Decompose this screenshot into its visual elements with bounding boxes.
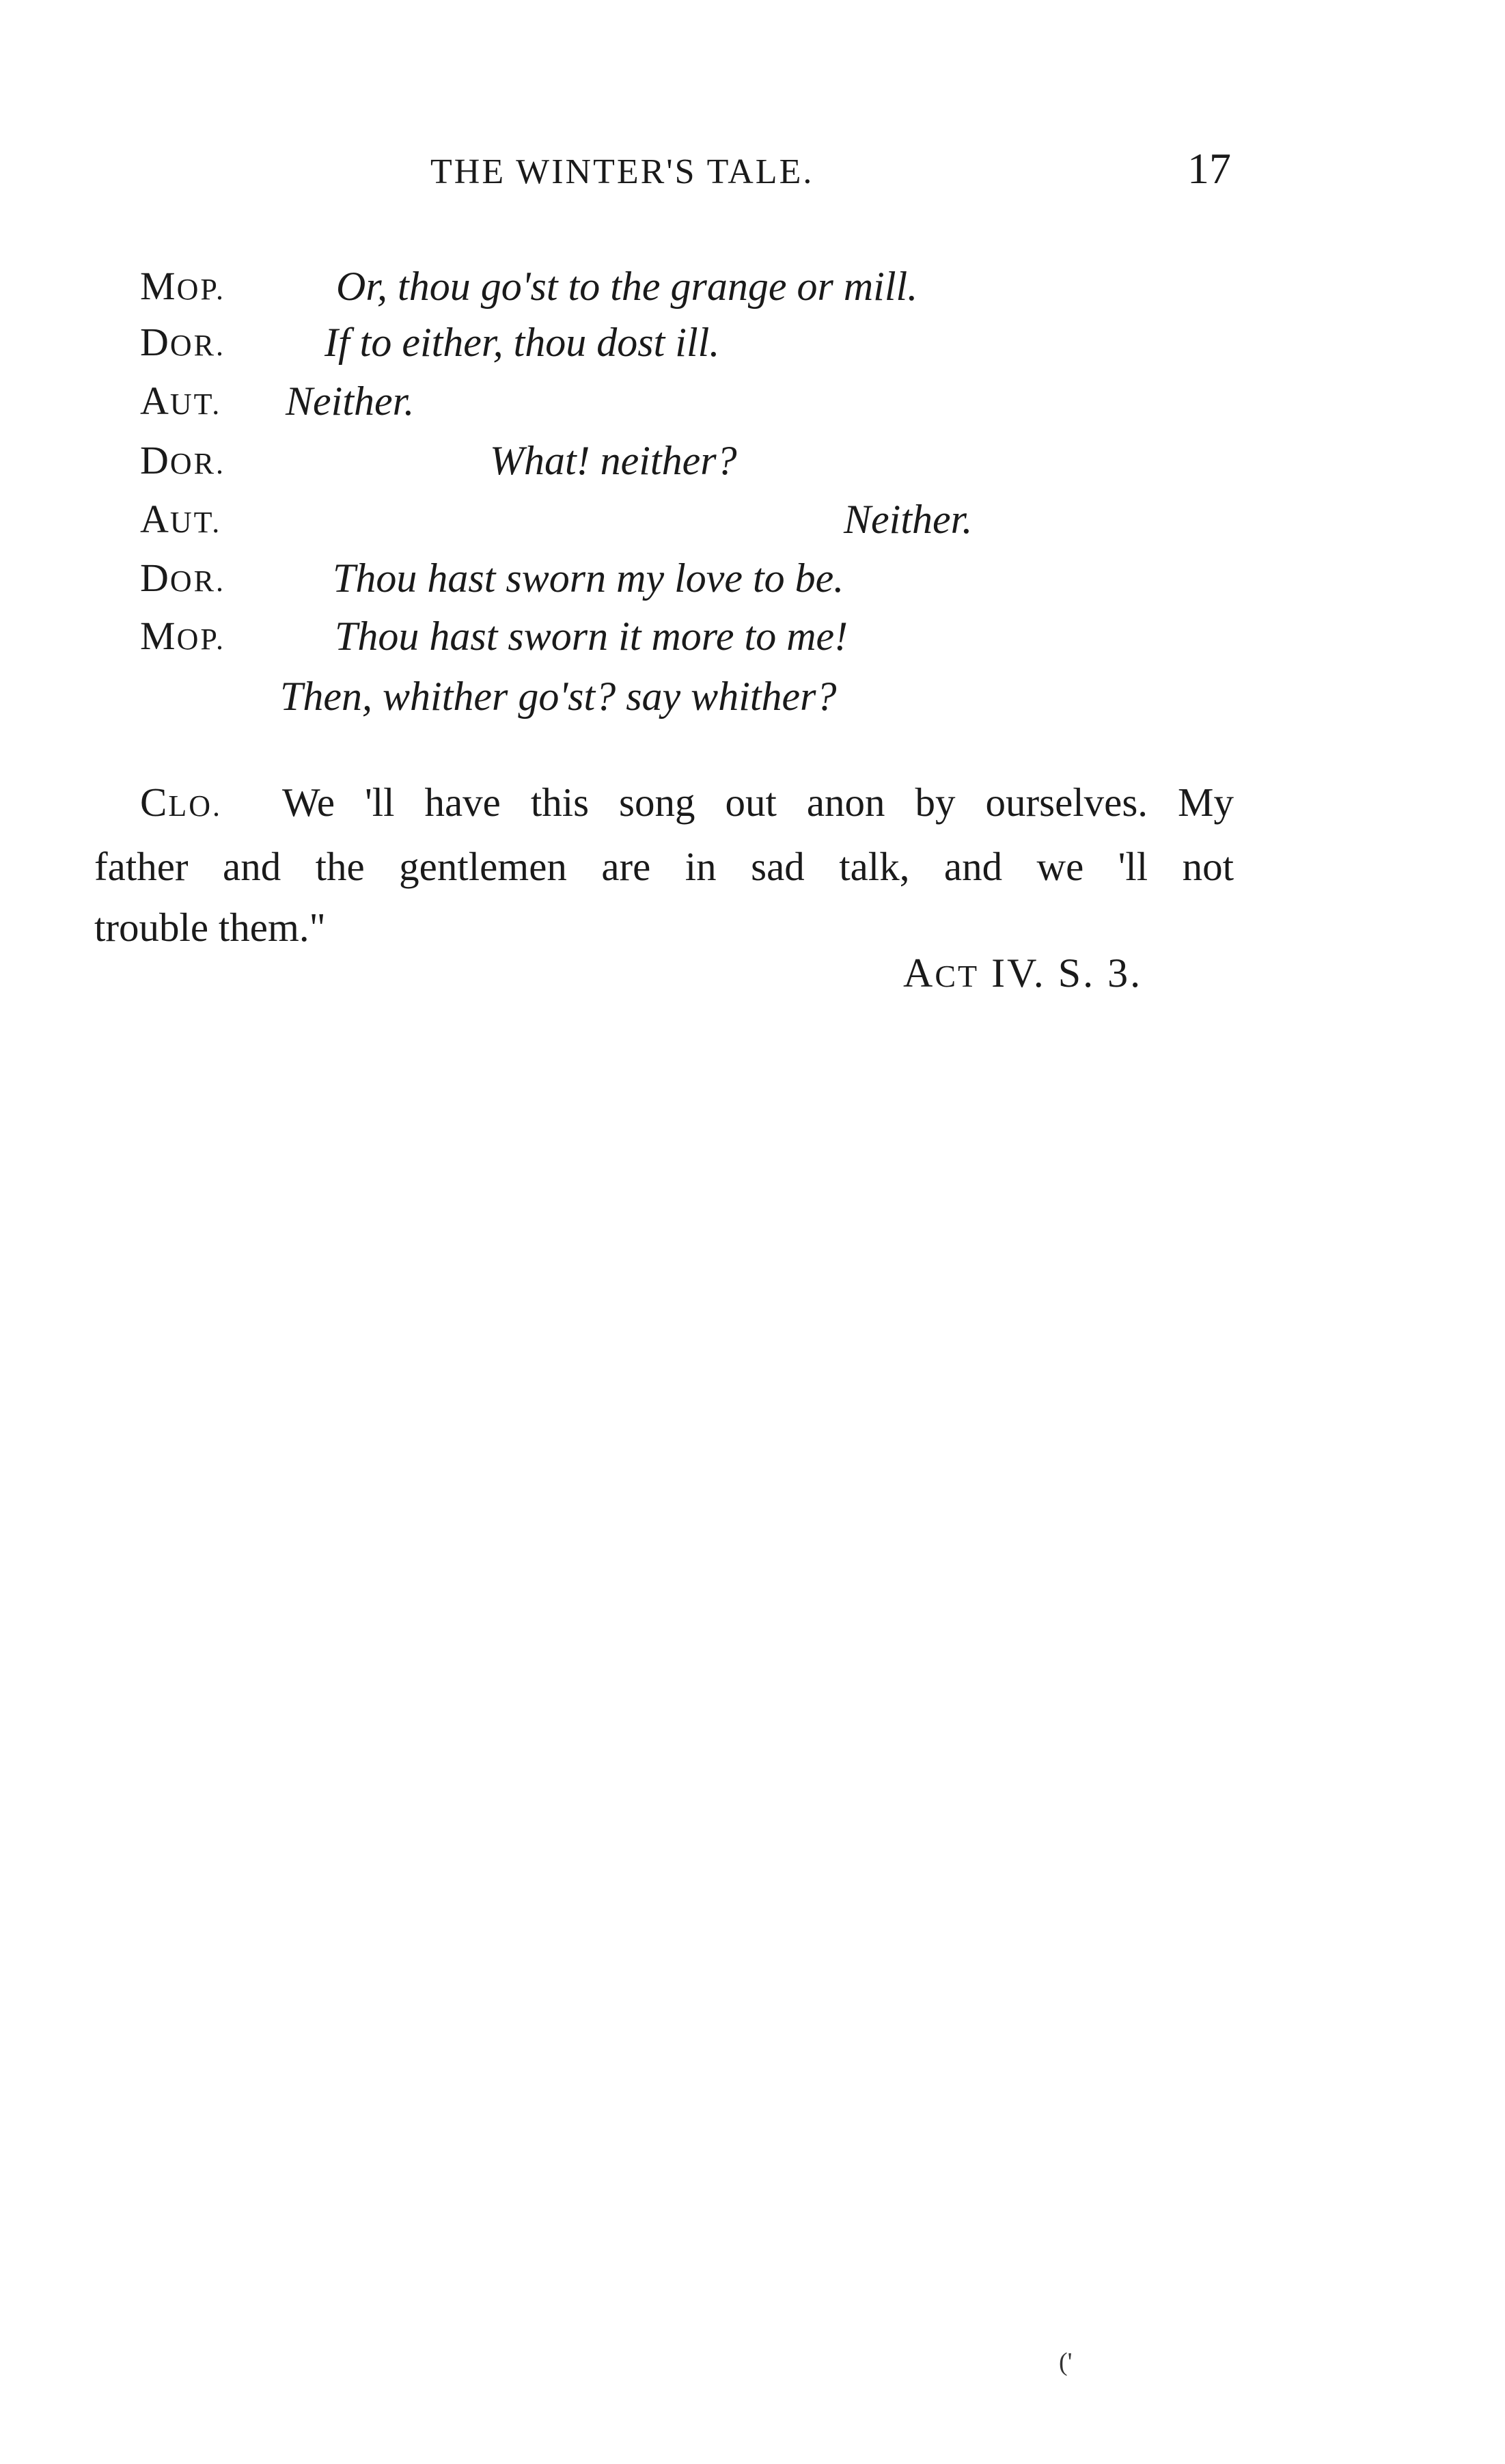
verse-line [0, 555, 1505, 610]
speaker-name: DOR. [140, 320, 226, 364]
verse-text: If to either, thou dost ill. [325, 320, 720, 365]
verse-line [0, 673, 1505, 728]
speaker-name: DOR. [140, 556, 226, 600]
verse-line [0, 263, 1505, 318]
verse-line [0, 496, 1505, 551]
page-number: 17 [1187, 144, 1231, 193]
verse-line [0, 319, 1505, 374]
stray-printer-mark: (' [1059, 2348, 1073, 2377]
speaker-name: MOP. [140, 264, 225, 308]
speaker-name: CLO. [140, 780, 223, 825]
speaker-name: DOR. [140, 438, 226, 482]
speaker-name: AUT. [140, 497, 222, 541]
prose-line: father and the gentlemen are in sad talk, and we 'll not [94, 844, 1234, 889]
speaker-name: MOP. [140, 614, 225, 658]
verse-text: Thou hast sworn it more to me! [335, 614, 848, 659]
verse-line [0, 378, 1505, 433]
verse-text: Or, thou go'st to the grange or mill. [336, 264, 918, 309]
verse-line [0, 437, 1505, 492]
running-title: THE WINTER'S TALE. [430, 152, 814, 191]
verse-text: Neither. [286, 379, 415, 424]
verse-text: Neither. [844, 497, 973, 542]
verse-text: Thou hast sworn my love to be. [333, 556, 844, 601]
verse-text: Then, whither go'st? say whither? [280, 674, 837, 719]
speaker-name: AUT. [140, 379, 222, 423]
prose-line: trouble them." [94, 905, 326, 950]
act-scene-citation: ACT IV. S. 3. [903, 950, 1143, 996]
prose-line: CLO. We 'll have this song out anon by ourselves. My [140, 780, 1234, 825]
verse-text: What! neither? [490, 438, 737, 483]
verse-line [0, 613, 1505, 668]
prose-speech [94, 772, 1234, 958]
